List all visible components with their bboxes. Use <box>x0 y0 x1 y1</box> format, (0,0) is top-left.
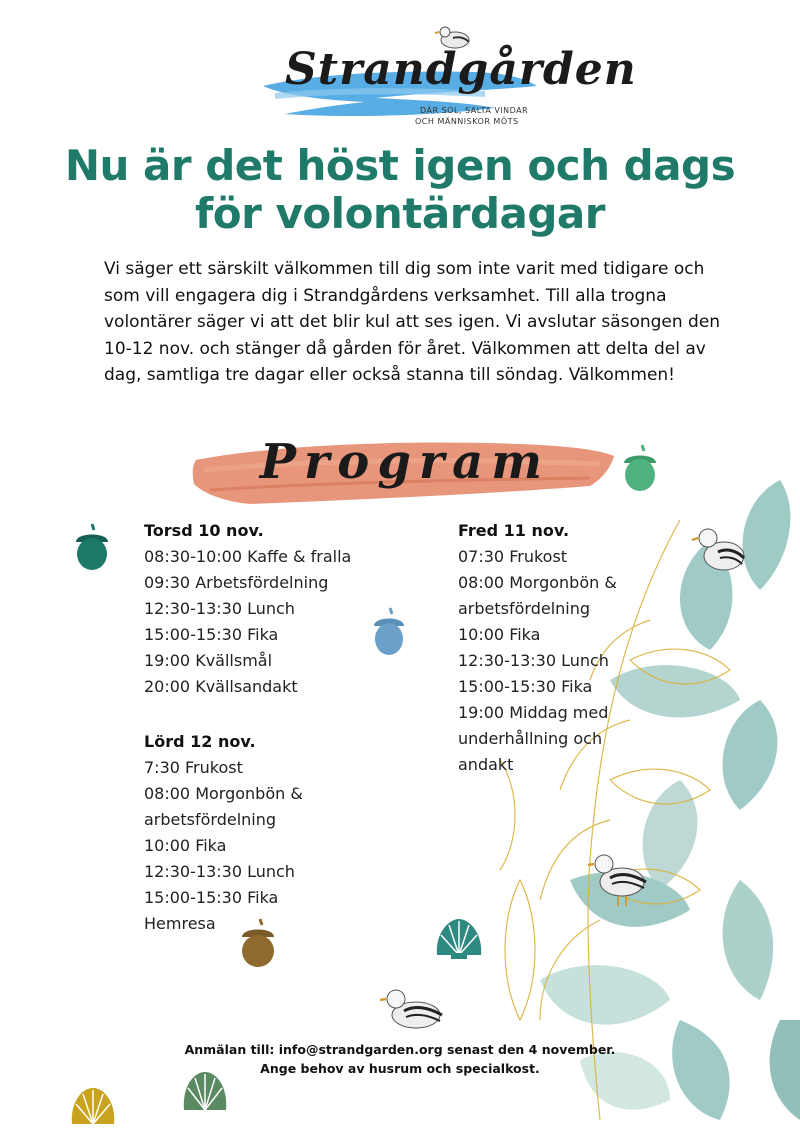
seagull-icon <box>690 520 750 580</box>
shell-icon <box>433 915 485 961</box>
schedule-item: 08:00 Morgonbön & <box>458 573 617 592</box>
registration-line: Anmälan till: info@strandgarden.org senast den 4 november. <box>184 1042 616 1057</box>
schedule-item: andakt <box>458 755 514 774</box>
logo-wordmark: Strandgården <box>285 44 637 95</box>
schedule-item: 10:00 Fika <box>144 836 227 855</box>
intro-paragraph: Vi säger ett särskilt välkommen till dig som inte varit med tidigare och som vill engagera dig i Strandgårdens verksamhet. Till alla trogna volontärer säger vi att det blir kul att ses igen. Vi avslutar säsongen den 10-12 nov. och stänger då gården för året. Välkommen att delta del av dag, samtliga tre dagar eller också stanna till söndag. Välkommen! <box>104 259 721 385</box>
page-title: Nu är det höst igen och dags för volontärdagar <box>64 141 736 238</box>
schedule-item: 08:00 Morgonbön & <box>144 784 303 803</box>
day-heading: Fred 11 nov. <box>458 521 570 540</box>
schedule-item: 07:30 Frukost <box>458 547 568 566</box>
day-heading: Torsd 10 nov. <box>144 521 264 540</box>
schedule-item: arbetsfördelning <box>144 810 277 829</box>
logo-tagline-1: DÄR SOL, SALTA VINDAR <box>420 106 529 115</box>
logo-tagline-2: OCH MÄNNISKOR MÖTS <box>415 117 519 126</box>
registration-footer <box>0 1040 800 1078</box>
seagull-icon <box>588 848 658 908</box>
schedule-saturday <box>144 729 404 937</box>
schedule-item: 08:30-10:00 Kaffe & fralla <box>144 547 352 566</box>
schedule-item: 12:30-13:30 Lunch <box>144 599 295 618</box>
schedule-item: 09:30 Arbetsfördelning <box>144 573 329 592</box>
program-heading: Program <box>259 434 551 490</box>
schedule-friday <box>458 518 658 778</box>
schedule-item: 15:00-15:30 Fika <box>144 625 279 644</box>
acorn-icon <box>72 522 112 572</box>
schedule-item: Hemresa <box>144 914 216 933</box>
schedule-item: 15:00-15:30 Fika <box>458 677 593 696</box>
schedule-item: arbetsfördelning <box>458 599 591 618</box>
schedule-item: 20:00 Kvällsandakt <box>144 677 298 696</box>
schedule-item: 12:30-13:30 Lunch <box>458 651 609 670</box>
schedule-thursday <box>144 518 404 700</box>
seagull-icon <box>380 985 450 1035</box>
schedule-item: 12:30-13:30 Lunch <box>144 862 295 881</box>
schedule-item: 19:00 Middag med <box>458 703 609 722</box>
schedule-item: 7:30 Frukost <box>144 758 243 777</box>
schedule-item: 15:00-15:30 Fika <box>144 888 279 907</box>
day-heading: Lörd 12 nov. <box>144 732 256 751</box>
shell-icon <box>68 1084 118 1130</box>
schedule-item: 19:00 Kvällsmål <box>144 651 273 670</box>
requirements-line: Ange behov av husrum och specialkost. <box>260 1061 540 1076</box>
logo <box>255 22 637 132</box>
schedule-item: 10:00 Fika <box>458 625 541 644</box>
schedule-item: underhållning och <box>458 729 603 748</box>
